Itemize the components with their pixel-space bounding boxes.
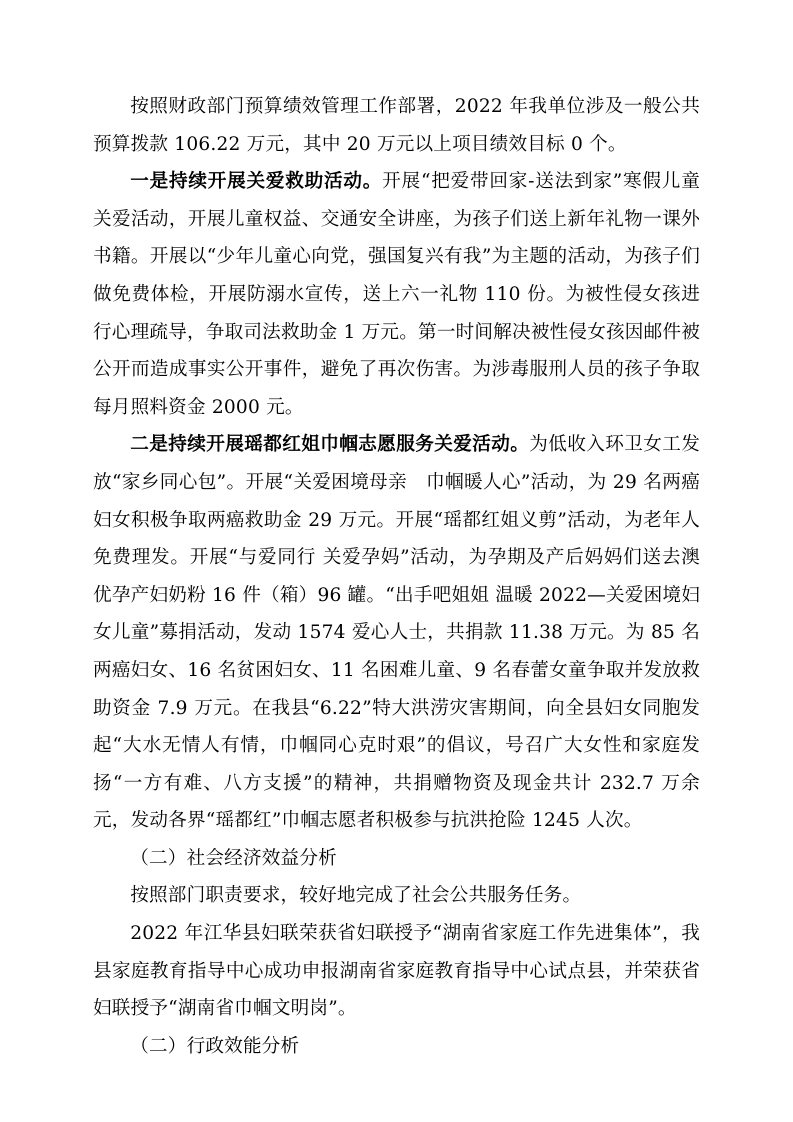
paragraph-text: 2022 年江华县妇联荣获省妇联授予“湖南省家庭工作先进集体”，我县家庭教育指导中心成功申报湖南省家庭教育指导中心试点县，并荣获省妇联授予“湖南省巾帼文明岗”。	[93, 923, 700, 1020]
paragraph-text: 为低收入环卫女工发放“家乡同心包”。开展“关爱困境母亲 巾帼暖人心”活动，为 29 名两癌妇女积极争取两癌救助金 29 万元。开展“瑶都红姐义剪”活动，为老年人免费理发。开展“与爱同行 关爱孕妈”活动，为孕期及产后妈妈们送去澳优孕产妇奶粉 16 件（箱）96 罐。“出手吧姐姐 温暖 2022—关爱困境妇女儿童”募捐活动，发动 1574 爱心人士，共捐款 11.38 万元。为 85 名两癌妇女、16 名贫困妇女、11 名困难儿童、9 名春蕾女童争取并发放救助资金 7.9 万元。在我县“6.22”特大洪涝灾害期间，向全县妇女同胞发起“大水无情人有情，巾帼同心克时艰”的倡议，号召广大女性和家庭发扬“一方有难、八方支援”的精神，共捐赠物资及现金共计 232.7 万余元，发动各界“瑶都红”巾帼志愿者积极参与抗洪抢险 1245 人次。	[93, 434, 700, 832]
paragraph-text: 按照财政部门预算绩效管理工作部署，2022 年我单位涉及一般公共预算拨款 106.22 万元，其中 20 万元以上项目绩效目标 0 个。	[93, 96, 700, 155]
paragraph-text: （二）行政效能分析	[130, 1035, 300, 1057]
heading-administrative-efficiency	[93, 1028, 700, 1066]
paragraph-text: 开展“把爱带回家-送法到家”寒假儿童关爱活动，开展儿童权益、交通安全讲座，为孩子们送上新年礼物一课外书籍。开展以“少年儿童心向党，强国复兴有我”为主题的活动，为孩子们做免费体检，开展防溺水宣传，送上六一礼物 110 份。为被性侵女孩进行心理疏导，争取司法救助金 1 万元。第一时间解决被性侵女孩因邮件被公开而造成事实公开事件，避免了再次伤害。为涉毒服刑人员的孩子争取每月照料资金 2000 元。	[93, 171, 700, 418]
paragraph-lead-one: 一是持续开展关爱救助活动。	[130, 171, 383, 193]
paragraph-budget-overview	[93, 88, 700, 163]
paragraph-text: 按照部门职责要求，较好地完成了社会公共服务任务。	[130, 885, 582, 907]
paragraph-awards-2022	[93, 915, 700, 1028]
paragraph-text: （二）社会经济效益分析	[130, 847, 337, 869]
heading-social-economic-benefit	[93, 840, 700, 878]
paragraph-volunteer-service	[93, 426, 700, 840]
document-body	[93, 88, 700, 1065]
paragraph-public-service-duty	[93, 877, 700, 915]
paragraph-lead-two: 二是持续开展瑶都红姐巾帼志愿服务关爱活动。	[130, 434, 530, 456]
paragraph-care-aid-activities	[93, 163, 700, 426]
